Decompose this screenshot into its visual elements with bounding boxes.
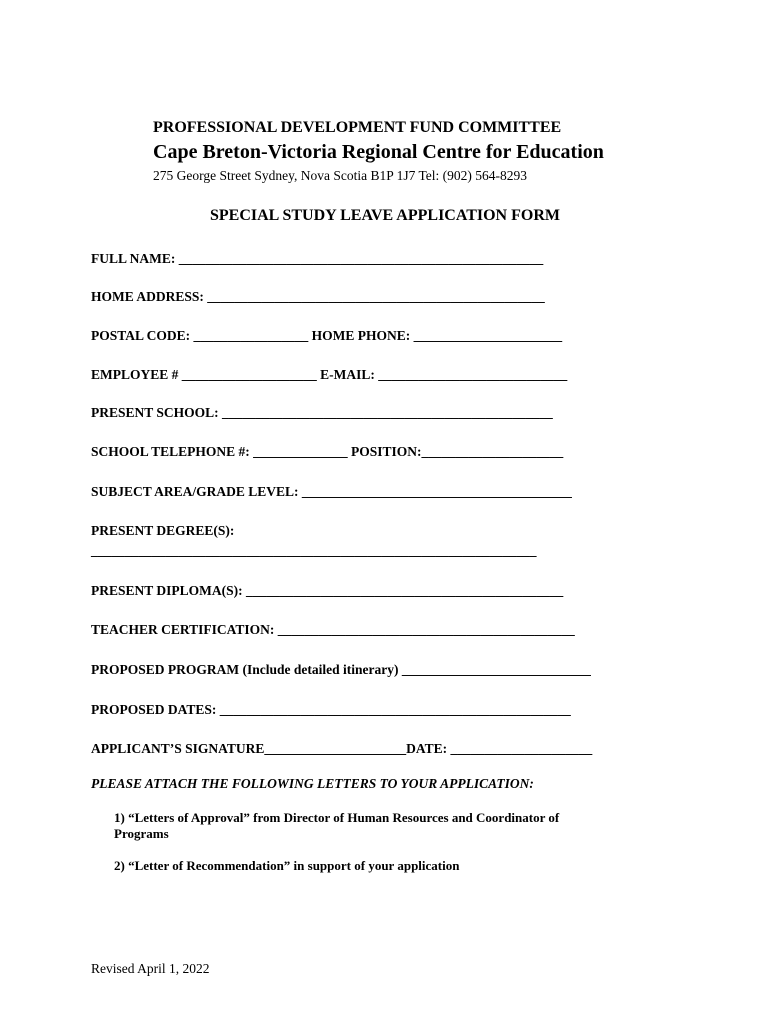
attachment-item: 2) “Letter of Recommendation” in support of your application: [114, 858, 460, 873]
revision-date: Revised April 1, 2022: [91, 961, 210, 976]
form-title: SPECIAL STUDY LEAVE APPLICATION FORM: [210, 207, 560, 224]
proposed-dates-field[interactable]: PROPOSED DATES: ____________________________________________________: [91, 702, 571, 717]
attachment-item: 1) “Letters of Approval” from Director of Human Resources and Coordinator of Programs: [114, 810, 560, 841]
employee-number-email-field[interactable]: EMPLOYEE # ____________________ E-MAIL: ____________________________: [91, 367, 568, 382]
teacher-certification-field[interactable]: TEACHER CERTIFICATION: ____________________________________________: [91, 622, 575, 637]
full-name-field[interactable]: FULL NAME: ______________________________________________________: [91, 251, 544, 266]
organization-name: Cape Breton-Victoria Regional Centre for Education: [153, 141, 604, 163]
committee-heading: PROFESSIONAL DEVELOPMENT FUND COMMITTEE: [153, 119, 562, 136]
postal-code-home-phone-field[interactable]: POSTAL CODE: _________________ HOME PHONE: ______________________: [91, 328, 563, 343]
subject-area-grade-level-field[interactable]: SUBJECT AREA/GRADE LEVEL: ________________________________________: [91, 484, 572, 499]
proposed-program-field[interactable]: PROPOSED PROGRAM (Include detailed itinerary) ____________________________: [91, 662, 591, 677]
present-degrees-line[interactable]: __________________________________________________________________: [91, 543, 537, 558]
home-address-field[interactable]: HOME ADDRESS: __________________________________________________: [91, 289, 545, 304]
present-school-field[interactable]: PRESENT SCHOOL: _________________________________________________: [91, 405, 553, 420]
present-diplomas-field[interactable]: PRESENT DIPLOMA(S): _______________________________________________: [91, 583, 564, 598]
organization-address: 275 George Street Sydney, Nova Scotia B1P 1J7 Tel: (902) 564-8293: [153, 168, 528, 183]
attachments-heading: PLEASE ATTACH THE FOLLOWING LETTERS TO YOUR APPLICATION:: [91, 776, 534, 791]
applicant-signature-date-field[interactable]: APPLICANT’S SIGNATURE_____________________DATE: _____________________: [91, 741, 593, 756]
present-degrees-label: PRESENT DEGREE(S):: [91, 523, 235, 538]
school-telephone-position-field[interactable]: SCHOOL TELEPHONE #: ______________ POSITION:_____________________: [91, 444, 564, 459]
